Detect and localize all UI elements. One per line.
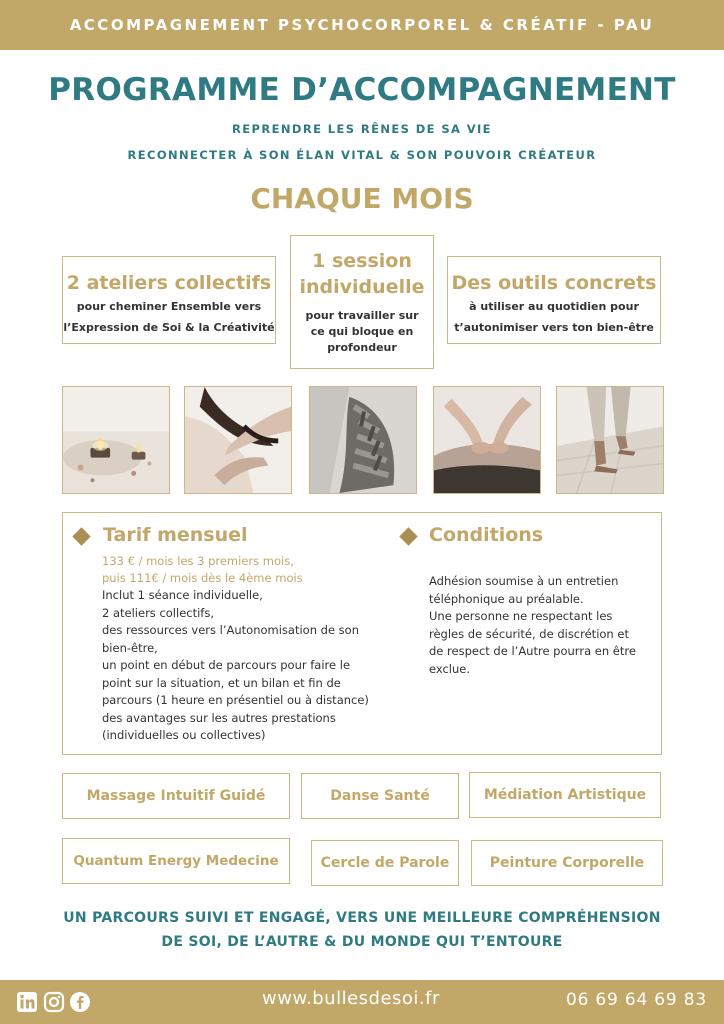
feature-concrete-tools <box>447 256 661 344</box>
candles-photo <box>62 386 170 494</box>
feature-individual-session <box>290 235 434 369</box>
conditions-line: de respect de l’Autre pourra en être <box>429 644 636 658</box>
feature-heading: 2 ateliers collectifs <box>66 272 272 294</box>
tarif-line: parcours (1 heure en présentiel ou à distance) <box>102 693 369 707</box>
conditions-heading: Conditions <box>429 524 544 546</box>
tarif-line: un point en début de parcours pour faire le <box>102 658 351 672</box>
page-title: PROGRAMME D’ACCOMPAGNEMENT <box>48 72 676 108</box>
tarif-price-line: 133 € / mois les 3 premiers mois, <box>102 554 294 568</box>
massage-photo <box>433 386 541 494</box>
tarif-line: des ressources vers l’Autonomisation de son <box>102 623 359 637</box>
feature-desc-line: pour travailler sur <box>305 309 419 322</box>
tarif-line: 2 ateliers collectifs, <box>102 605 214 620</box>
subtitle-1: REPRENDRE LES RÊNES DE SA VIE <box>232 122 492 136</box>
dancer-feet-photo <box>556 386 664 494</box>
conditions-line: règles de sécurité, de discrétion et <box>429 626 629 641</box>
info-panel <box>62 512 662 755</box>
subtitle-2: RECONNECTER À SON ÉLAN VITAL & SON POUVOIR CRÉATEUR <box>127 148 597 162</box>
service-cercle: Cercle de Parole <box>311 840 459 886</box>
service-mediation: Médiation Artistique <box>469 772 661 818</box>
instagram-icon[interactable] <box>43 991 65 1013</box>
service-peinture: Peinture Corporelle <box>471 840 663 886</box>
header-bar <box>0 0 724 50</box>
diamond-bullet-icon <box>72 527 90 545</box>
feature-heading-line: 1 session <box>312 250 412 272</box>
fabric-photo <box>309 386 417 494</box>
service-danse: Danse Santé <box>301 773 459 819</box>
feature-desc-line: l’Expression de Soi & la Créativité <box>63 321 275 334</box>
tarif-price-line: puis 111€ / mois dès le 4ème mois <box>102 571 303 585</box>
closing-line-2: DE SOI, DE L’AUTRE & DU MONDE QUI T’ENTOURE <box>161 934 563 950</box>
conditions-line: Une personne ne respectant les <box>429 609 613 623</box>
tarif-heading: Tarif mensuel <box>103 524 248 546</box>
tarif-line: (individuelles ou collectives) <box>102 728 266 742</box>
feature-collective-workshops <box>62 256 276 344</box>
tarif-line: Inclut 1 séance individuelle, <box>102 588 263 602</box>
conditions-line: Adhésion soumise à un entretien <box>429 574 619 588</box>
tarif-line: point sur la situation, et un bilan et fin de <box>102 675 341 690</box>
feature-desc-line: ce qui bloque en <box>310 325 414 338</box>
website-link[interactable]: www.bullesdesoi.fr <box>262 988 440 1009</box>
feature-heading-line: individuelle <box>299 276 425 298</box>
header-tagline: ACCOMPAGNEMENT PSYCHOCORPOREL & CRÉATIF - PAU <box>69 16 655 34</box>
feature-heading: Des outils concrets <box>451 272 657 294</box>
conditions-line: exclue. <box>429 661 471 676</box>
tarif-line: des avantages sur les autres prestations <box>102 710 336 725</box>
hands-photo <box>184 386 292 494</box>
tarif-line: bien-être, <box>102 640 158 655</box>
facebook-icon[interactable] <box>69 991 91 1013</box>
feature-desc-line: à utiliser au quotidien pour <box>469 300 639 313</box>
feature-desc-line: pour cheminer Ensemble vers <box>76 300 262 313</box>
closing-line-1: UN PARCOURS SUIVI ET ENGAGÉ, VERS UNE MEILLEURE COMPRÉHENSION <box>63 910 661 926</box>
feature-desc-line: t’autonimiser vers ton bien-être <box>454 321 654 334</box>
service-quantum: Quantum Energy Medecine <box>62 838 290 884</box>
feature-desc-line: profondeur <box>327 341 397 354</box>
section-title: CHAQUE MOIS <box>250 182 474 215</box>
diamond-bullet-icon <box>399 527 417 545</box>
phone-number[interactable]: 06 69 64 69 83 <box>566 990 707 1010</box>
linkedin-icon[interactable] <box>16 991 38 1013</box>
conditions-line: téléphonique au préalable. <box>429 591 584 606</box>
service-massage: Massage Intuitif Guidé <box>62 773 290 819</box>
